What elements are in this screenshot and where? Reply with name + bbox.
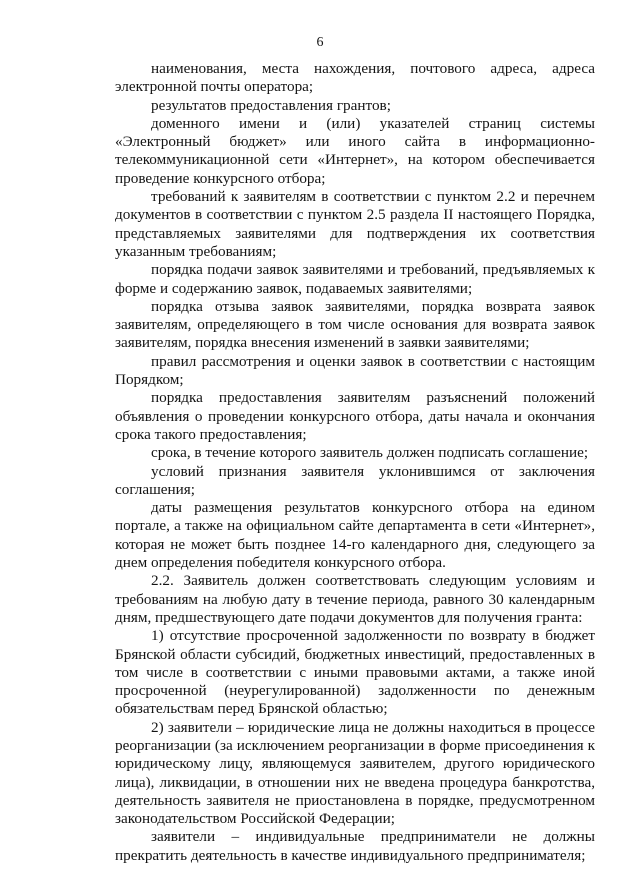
paragraph-signing-deadline: срока, в течение которого заявитель должен подписать соглашение; (151, 444, 589, 462)
paragraph-operator-address: наименования, места нахождения, почтового адреса, адреса электронной почты оператора; (115, 60, 595, 96)
paragraph-clarification-procedure: порядка предоставления заявителям разъяснений положений объявления о проведении конкурсного отбора, даты начала и окончания срока такого предоставления; (115, 389, 595, 443)
page-number: 6 (316, 35, 324, 50)
paragraph-grant-results: результатов предоставления грантов; (151, 96, 391, 114)
paragraph-review-rules: правил рассмотрения и оценки заявок в соответствии с настоящим Порядком; (115, 352, 595, 389)
paragraph-individual-entrepreneurs: заявители – индивидуальные предприниматели не должны прекратить деятельность в качестве индивидуального предпринимателя; (115, 828, 595, 864)
paragraph-applicant-requirements: требований к заявителям в соответствии с пунктом 2.2 и перечнем документов в соответствии с пунктом 2.5 раздела II настоящего Порядка, представляемых заявителями для подтверждения их соответствия указанным требованиям; (115, 188, 595, 260)
paragraph-evasion-conditions: условий признания заявителя уклонившимся от заключения соглашения; (115, 462, 595, 498)
paragraph-results-publication: даты размещения результатов конкурсного отбора на едином портале, а также на официальном сайте департамента в сети «Интернет», которая не может быть позднее 14-го календарного дня, следующего за днем определения победителя конкурсного отбора. (115, 499, 595, 572)
document-body (115, 60, 595, 865)
paragraph-withdrawal-procedure: порядка отзыва заявок заявителями, порядка возврата заявок заявителям, определяющего в том числе основания для возврата заявок заявителям, порядка внесения изменений в заявки заявителями; (115, 297, 595, 352)
paragraph-domain-name: доменного имени и (или) указателей страниц системы «Электронный бюджет» или иного сайта в информационно-телекоммуникационной сети «Интернет», на котором обеспечивается проведение конкурсного отбора; (115, 114, 595, 187)
paragraph-condition-1: 1) отсутствие просроченной задолженности по возврату в бюджет Брянской области субсидий, бюджетных инвестиций, предоставленных в том числе в соответствии с иными правовыми актами, а также иной просроченной (неурегулированной) задолженности по денежным обязательствам перед Брянской областью; (115, 627, 595, 718)
paragraph-condition-2: 2) заявители – юридические лица не должны находиться в процессе реорганизации (за исключением реорганизации в форме присоединения к юридическому лицу, являющемуся заявителем, другого юридического лица), ликвидации, в отношении них не введена процедура банкротства, деятельность заявителя не приостановлена в порядке, предусмотренном законодательством Российской Федерации; (115, 718, 595, 828)
paragraph-section-2-2: 2.2. Заявитель должен соответствовать следующим условиям и требованиям на любую дату в течение периода, равного 30 календарным дням, предшествующего дате подачи документов для получения гранта: (115, 572, 595, 626)
paragraph-submission-procedure: порядка подачи заявок заявителями и требований, предъявляемых к форме и содержанию заявок, подаваемых заявителями; (115, 261, 595, 297)
